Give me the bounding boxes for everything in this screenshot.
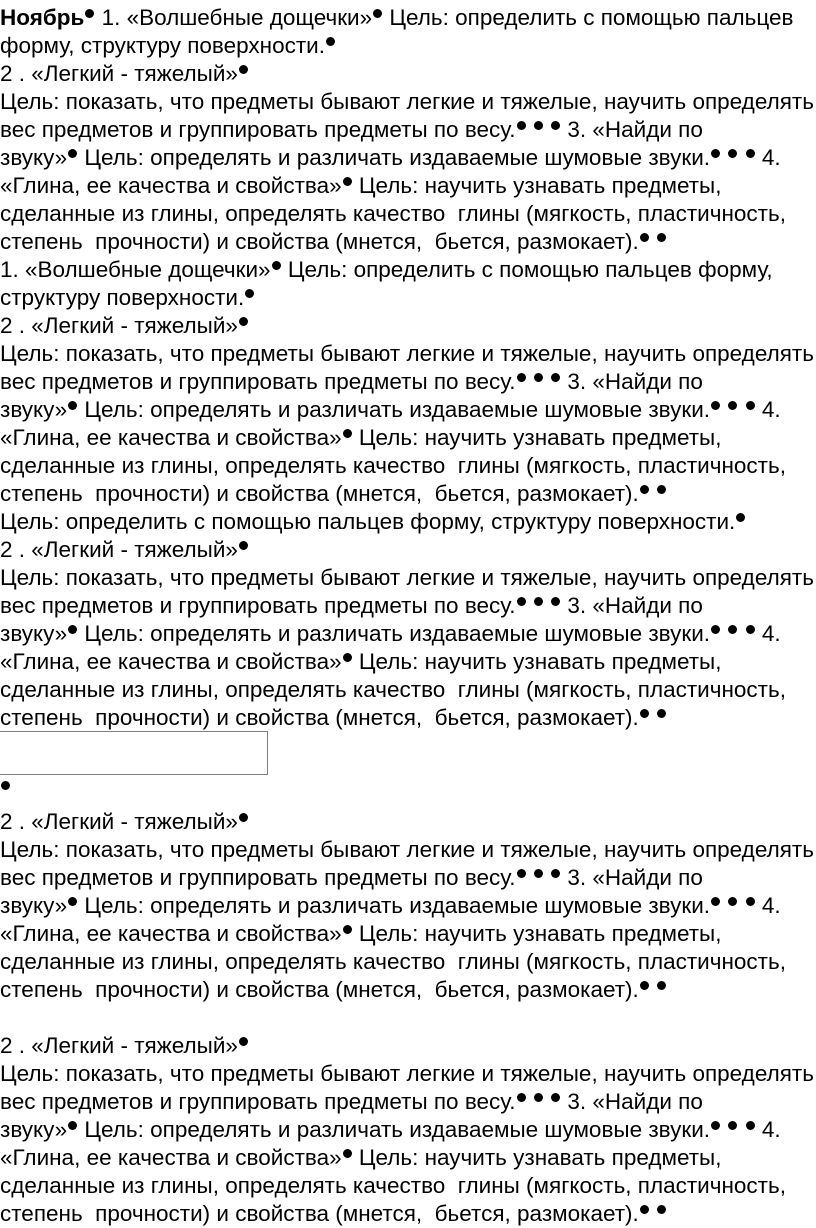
game-goal: сделанные из глины, определять качество глины (мягкость, пластичность, xyxy=(0,1173,786,1198)
bullet-icon xyxy=(239,813,248,822)
text-line xyxy=(0,564,814,591)
bullet-icon xyxy=(534,869,543,878)
text-line xyxy=(0,312,249,339)
game-goal: Цель: определять и различать издаваемые шумовые звуки. xyxy=(78,1117,711,1142)
game-title: 2 . «Легкий - тяжелый» xyxy=(0,313,238,338)
text-line xyxy=(0,256,773,283)
game-goal: Цель: показать, что предметы бывают легкие и тяжелые, научить определять xyxy=(0,341,814,366)
game-goal: Цель: определить с помощью пальцев форму, xyxy=(281,257,773,282)
bullet-icon xyxy=(746,897,755,906)
bullet-icon xyxy=(746,401,755,410)
month-heading: Ноябрь xyxy=(0,5,85,30)
text-line xyxy=(0,948,786,975)
game-goal: вес предметов и группировать предметы по весу. xyxy=(0,865,516,890)
bullet-icon xyxy=(711,149,720,158)
bullet-icon xyxy=(517,597,526,606)
bullet-icon xyxy=(551,1093,560,1102)
bullet-icon xyxy=(728,625,737,634)
game-title: 3. «Найди по xyxy=(561,1089,703,1114)
bullet-icon xyxy=(343,429,352,438)
game-goal: Цель: научить узнавать предметы, xyxy=(352,649,722,674)
text-line xyxy=(0,1144,721,1171)
bullet-icon xyxy=(728,149,737,158)
text-line xyxy=(0,864,703,891)
text-line xyxy=(0,452,786,479)
game-goal: Цель: научить узнавать предметы, xyxy=(352,173,722,198)
text-line xyxy=(0,368,703,395)
text-line xyxy=(0,228,667,255)
bullet-icon xyxy=(1,781,10,790)
game-goal: Цель: определить с помощью пальцев xyxy=(383,5,794,30)
game-number: 4. xyxy=(755,621,781,646)
bullet-icon xyxy=(657,233,666,242)
game-goal: структуру поверхности. xyxy=(0,285,245,310)
game-title: «Глина, ее качества и свойства» xyxy=(0,425,342,450)
game-title: 3. «Найди по xyxy=(561,593,703,618)
game-goal: сделанные из глины, определять качество глины (мягкость, пластичность, xyxy=(0,453,786,478)
game-goal: Цель: показать, что предметы бывают легкие и тяжелые, научить определять xyxy=(0,89,814,114)
bullet-icon xyxy=(711,1121,720,1130)
bullet-icon xyxy=(640,981,649,990)
game-number: 4. xyxy=(755,397,781,422)
bullet-icon xyxy=(657,981,666,990)
bullet-icon xyxy=(239,317,248,326)
game-title: 2 . «Легкий - тяжелый» xyxy=(0,537,238,562)
bullet-icon xyxy=(68,625,77,634)
game-title: 2 . «Легкий - тяжелый» xyxy=(0,809,238,834)
bullet-icon xyxy=(517,373,526,382)
text-line xyxy=(0,1116,781,1143)
game-goal: Цель: показать, что предметы бывают легкие и тяжелые, научить определять xyxy=(0,1061,814,1086)
bullet-icon xyxy=(373,9,382,18)
game-title: 3. «Найди по xyxy=(561,117,703,142)
game-number: 4. xyxy=(755,893,781,918)
game-title: «Глина, ее качества и свойства» xyxy=(0,649,342,674)
text-line xyxy=(0,480,667,507)
game-goal: Цель: определять и различать издаваемые шумовые звуки. xyxy=(78,893,711,918)
bullet-icon xyxy=(534,1093,543,1102)
bullet-icon xyxy=(657,709,666,718)
game-goal: вес предметов и группировать предметы по весу. xyxy=(0,369,516,394)
game-goal: Цель: определять и различать издаваемые шумовые звуки. xyxy=(78,397,711,422)
text-line xyxy=(0,88,814,115)
game-goal: вес предметов и группировать предметы по весу. xyxy=(0,1089,516,1114)
game-title: 1. «Волшебные дощечки» xyxy=(95,5,373,30)
bullet-icon xyxy=(534,373,543,382)
game-title: 2 . «Легкий - тяжелый» xyxy=(0,61,238,86)
text-line xyxy=(0,396,781,423)
game-title: звуку» xyxy=(0,893,68,918)
text-line xyxy=(0,776,11,803)
bullet-icon xyxy=(68,1121,77,1130)
bullet-icon xyxy=(711,625,720,634)
game-goal: Цель: научить узнавать предметы, xyxy=(352,1145,722,1170)
game-goal: Цель: определять и различать издаваемые шумовые звуки. xyxy=(78,145,711,170)
bullet-icon xyxy=(746,1121,755,1130)
bullet-icon xyxy=(517,1093,526,1102)
text-line xyxy=(0,60,249,87)
game-number: 4. xyxy=(755,1117,781,1142)
empty-text-box xyxy=(0,731,268,775)
game-title: звуку» xyxy=(0,1117,68,1142)
game-title: 2 . «Легкий - тяжелый» xyxy=(0,1033,238,1058)
bullet-icon xyxy=(68,149,77,158)
bullet-icon xyxy=(245,289,254,298)
game-goal: сделанные из глины, определять качество глины (мягкость, пластичность, xyxy=(0,677,786,702)
bullet-icon xyxy=(272,261,281,270)
bullet-icon xyxy=(657,485,666,494)
bullet-icon xyxy=(343,653,352,662)
game-title: «Глина, ее качества и свойства» xyxy=(0,921,342,946)
game-goal: сделанные из глины, определять качество глины (мягкость, пластичность, xyxy=(0,201,786,226)
text-line xyxy=(0,1060,814,1087)
game-title: 1. «Волшебные дощечки» xyxy=(0,257,271,282)
bullet-icon xyxy=(640,485,649,494)
bullet-icon xyxy=(728,897,737,906)
text-line xyxy=(0,704,667,731)
game-title: звуку» xyxy=(0,145,68,170)
text-line xyxy=(0,620,781,647)
text-line xyxy=(0,920,721,947)
game-number: 4. xyxy=(755,145,781,170)
game-goal: степень прочности) и свойства (мнется, бьется, размокает). xyxy=(0,977,639,1002)
game-goal: Цель: показать, что предметы бывают легкие и тяжелые, научить определять xyxy=(0,837,814,862)
bullet-icon xyxy=(517,869,526,878)
bullet-icon xyxy=(239,65,248,74)
text-line xyxy=(0,116,703,143)
bullet-icon xyxy=(551,373,560,382)
game-goal: вес предметов и группировать предметы по весу. xyxy=(0,593,516,618)
game-goal: степень прочности) и свойства (мнется, бьется, размокает). xyxy=(0,1201,639,1226)
game-goal: вес предметов и группировать предметы по весу. xyxy=(0,117,516,142)
game-goal: Цель: показать, что предметы бывают легкие и тяжелые, научить определять xyxy=(0,565,814,590)
bullet-icon xyxy=(239,541,248,550)
bullet-icon xyxy=(728,1121,737,1130)
bullet-icon xyxy=(657,1205,666,1214)
text-line xyxy=(0,508,746,535)
text-line xyxy=(0,144,781,171)
game-goal: форму, структуру поверхности. xyxy=(0,33,325,58)
game-title: 3. «Найди по xyxy=(561,865,703,890)
bullet-icon xyxy=(534,121,543,130)
bullet-icon xyxy=(711,401,720,410)
bullet-icon xyxy=(640,1205,649,1214)
game-goal: сделанные из глины, определять качество глины (мягкость, пластичность, xyxy=(0,949,786,974)
game-title: «Глина, ее качества и свойства» xyxy=(0,1145,342,1170)
bullet-icon xyxy=(85,9,94,18)
text-line xyxy=(0,340,814,367)
bullet-icon xyxy=(746,149,755,158)
game-goal: Цель: научить узнавать предметы, xyxy=(352,425,722,450)
bullet-icon xyxy=(640,233,649,242)
text-line xyxy=(0,892,781,919)
bullet-icon xyxy=(343,1149,352,1158)
bullet-icon xyxy=(68,897,77,906)
game-title: «Глина, ее качества и свойства» xyxy=(0,173,342,198)
game-goal: степень прочности) и свойства (мнется, бьется, размокает). xyxy=(0,229,639,254)
text-line xyxy=(0,32,336,59)
game-goal: степень прочности) и свойства (мнется, бьется, размокает). xyxy=(0,705,639,730)
bullet-icon xyxy=(517,121,526,130)
game-title: звуку» xyxy=(0,397,68,422)
text-line xyxy=(0,808,249,835)
game-goal: Цель: определить с помощью пальцев форму, структуру поверхности. xyxy=(0,509,736,534)
bullet-icon xyxy=(551,869,560,878)
text-line xyxy=(0,424,721,451)
game-goal: Цель: научить узнавать предметы, xyxy=(352,921,722,946)
bullet-icon xyxy=(728,401,737,410)
text-line xyxy=(0,1172,786,1199)
bullet-icon xyxy=(746,625,755,634)
bullet-icon xyxy=(343,925,352,934)
bullet-icon xyxy=(68,401,77,410)
bullet-icon xyxy=(534,597,543,606)
text-line xyxy=(0,4,793,31)
text-line xyxy=(0,592,703,619)
text-line xyxy=(0,172,721,199)
text-line xyxy=(0,836,814,863)
game-title: 3. «Найди по xyxy=(561,369,703,394)
bullet-icon xyxy=(239,1037,248,1046)
text-line xyxy=(0,976,667,1003)
game-title: звуку» xyxy=(0,621,68,646)
bullet-icon xyxy=(326,37,335,46)
text-line xyxy=(0,1200,667,1227)
game-goal: Цель: определять и различать издаваемые шумовые звуки. xyxy=(78,621,711,646)
bullet-icon xyxy=(551,121,560,130)
text-line xyxy=(0,1032,249,1059)
bullet-icon xyxy=(551,597,560,606)
text-line xyxy=(0,536,249,563)
bullet-icon xyxy=(343,177,352,186)
bullet-icon xyxy=(736,513,745,522)
text-line xyxy=(0,1088,703,1115)
text-line xyxy=(0,200,786,227)
text-line xyxy=(0,648,721,675)
text-line xyxy=(0,284,255,311)
bullet-icon xyxy=(640,709,649,718)
text-line xyxy=(0,676,786,703)
bullet-icon xyxy=(711,897,720,906)
game-goal: степень прочности) и свойства (мнется, бьется, размокает). xyxy=(0,481,639,506)
